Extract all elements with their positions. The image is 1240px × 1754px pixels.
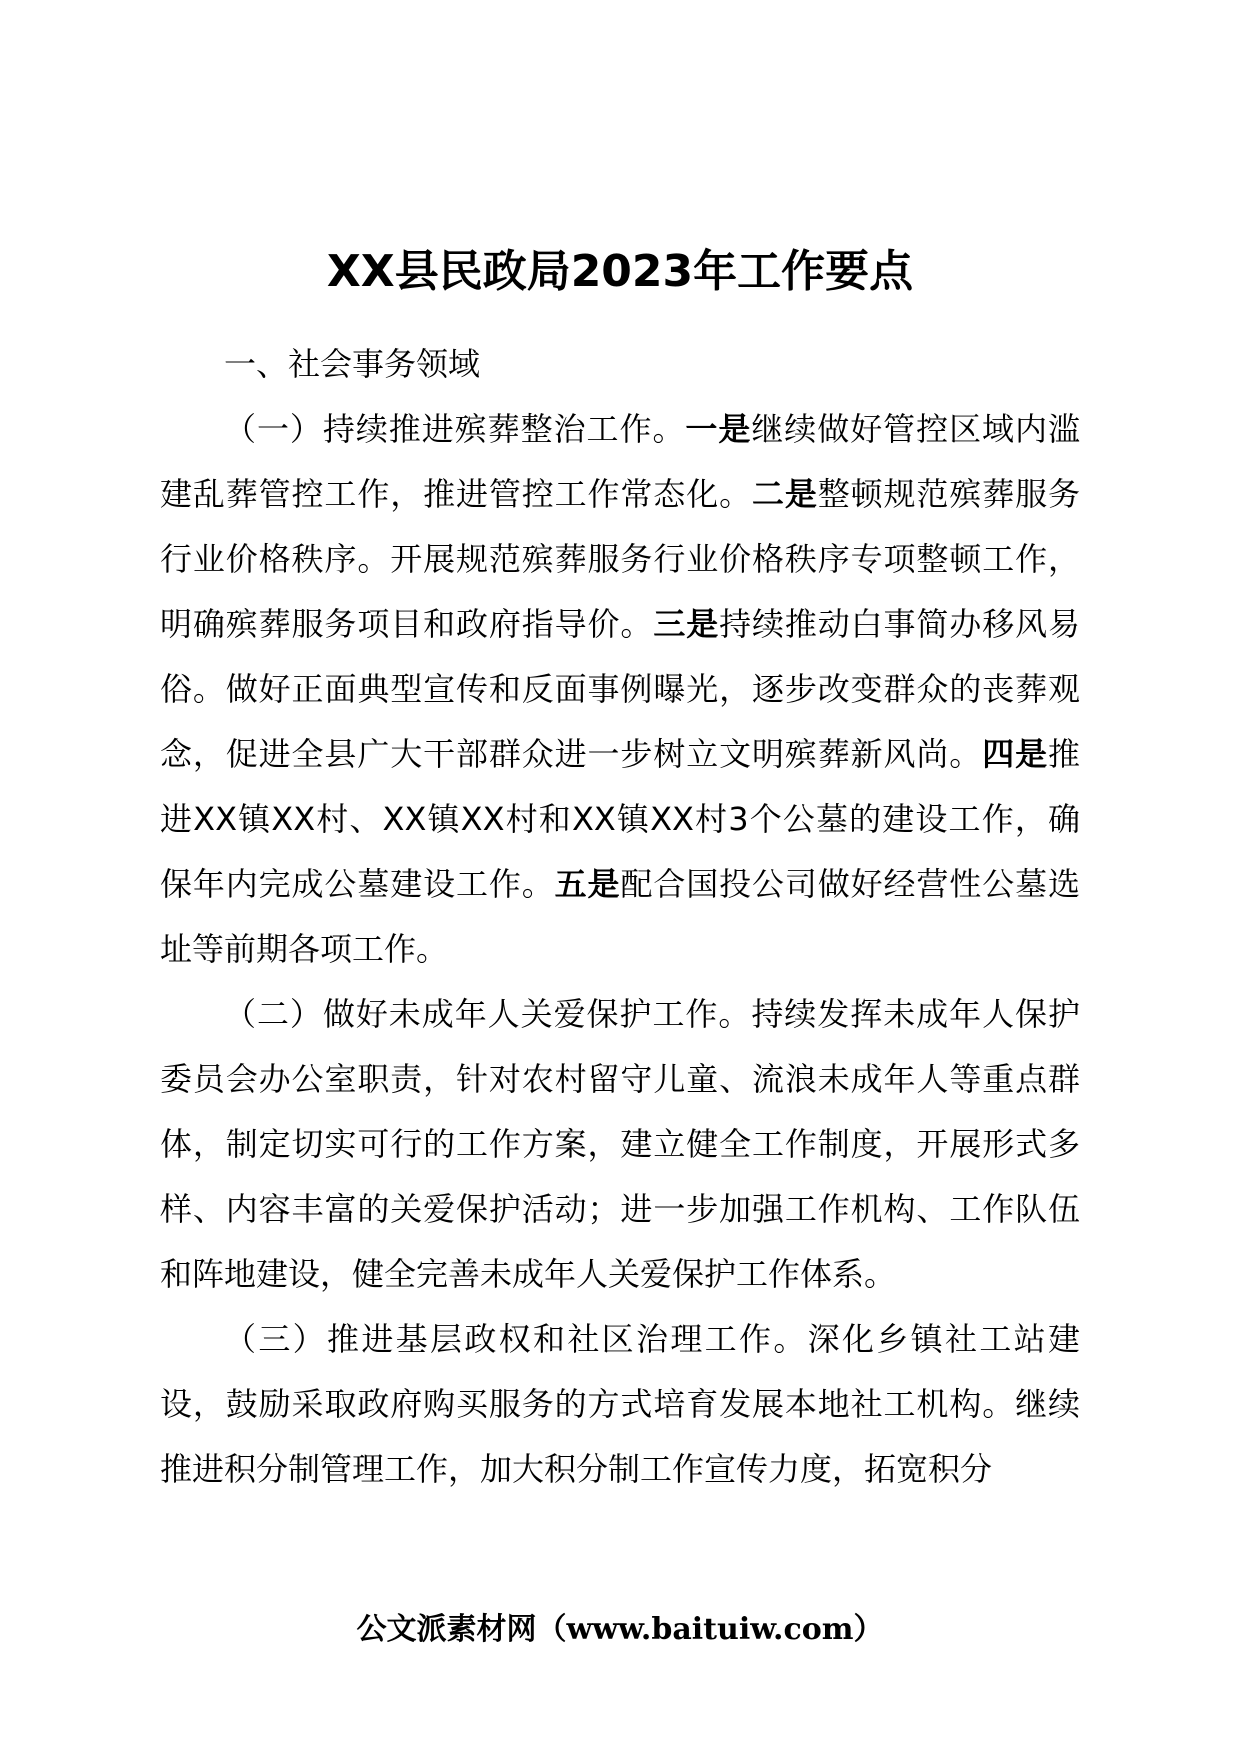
point-marker: 一是 <box>685 410 752 448</box>
paragraph-text: 推进XX镇XX村、XX镇XX村和XX镇XX村3个公墓的建设工作，确保年内完成公墓建设工作。 <box>160 735 1080 903</box>
paragraph-minor-protection: （二）做好未成年人关爱保护工作。持续发挥未成年人保护委员会办公室职责，针对农村留守儿童、流浪未成年人等重点群体，制定切实可行的工作方案，建立健全工作制度，开展形式多样、内容丰富的关爱保护活动；进一步加强工作机构、工作队伍和阵地建设，健全完善未成年人关爱保护工作体系。 <box>160 995 1080 1293</box>
paragraph-text: 持续推动白事简办移风易俗。做好正面典型宣传和反面事例曝光，逐步改变群众的丧葬观念，促进全县广大干部群众进一步树立文明殡葬新风尚。 <box>160 605 1080 773</box>
paragraph-text: 整顿规范殡葬服务行业价格秩序。开展规范殡葬服务行业价格秩序专项整顿工作，明确殡葬服务项目和政府指导价。 <box>160 475 1080 643</box>
paragraph-text: 继续做好管控区域内滥建乱葬管控工作，推进管控工作常态化。 <box>160 410 1080 513</box>
document-page <box>160 240 1080 1502</box>
paragraph-community-governance: （三）推进基层政权和社区治理工作。深化乡镇社工站建设，鼓励采取政府购买服务的方式培育发展本地社工机构。继续推进积分制管理工作，加大积分制工作宣传力度，拓宽积分 <box>160 1320 1080 1488</box>
point-marker: 四是 <box>982 735 1048 773</box>
point-marker: 三是 <box>653 605 720 643</box>
footer-watermark: 公文派素材网（www.baituiw.com） <box>356 1612 884 1647</box>
section-heading: 一、社会事务领域 <box>224 345 481 383</box>
paragraph-funeral-reform <box>160 397 1080 982</box>
point-marker: 二是 <box>751 475 818 513</box>
paragraph-text: （一）持续推进殡葬整治工作。 <box>224 410 686 448</box>
document-title: XX县民政局2023年工作要点 <box>326 246 914 297</box>
point-marker: 五是 <box>554 865 621 903</box>
paragraph-text: 配合国投公司做好经营性公墓选址等前期各项工作。 <box>160 865 1080 968</box>
